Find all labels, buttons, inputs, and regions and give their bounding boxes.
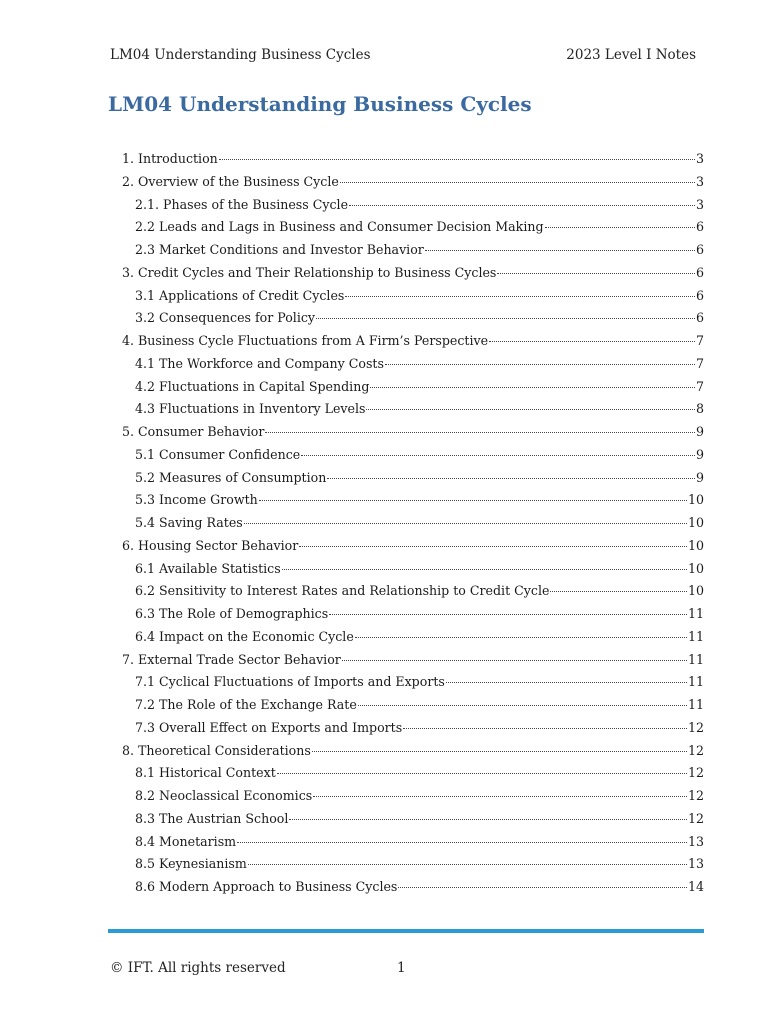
toc-dot-leader (425, 250, 695, 251)
toc-dot-leader (301, 455, 695, 456)
toc-entry-page: 3 (695, 196, 704, 212)
toc-dot-leader (282, 569, 687, 570)
toc-entry-title: 5.1 Consumer Confidence (135, 446, 301, 462)
toc-entry-page: 7 (695, 355, 704, 371)
toc-entry[interactable] (122, 194, 704, 217)
toc-entry-page: 11 (687, 697, 704, 712)
toc-entry[interactable] (122, 239, 704, 262)
header-left-text: LM04 Understanding Business Cycles (110, 47, 371, 63)
toc-entry-title: 6.3 The Role of Demographics (135, 606, 329, 621)
toc-entry-title: 3.1 Applications of Credit Cycles (135, 287, 345, 303)
toc-entry-page: 12 (687, 719, 704, 735)
toc-entry-title: 6. Housing Sector Behavior (122, 537, 299, 553)
document-title: LM04 Understanding Business Cycles (108, 92, 532, 116)
toc-entry-page: 10 (687, 583, 704, 599)
toc-entry[interactable] (122, 421, 704, 444)
toc-entry-page: 6 (695, 242, 704, 257)
toc-entry[interactable] (122, 307, 704, 330)
toc-entry-page: 12 (687, 742, 704, 758)
toc-entry[interactable] (122, 808, 704, 831)
toc-dot-leader (370, 387, 695, 388)
toc-dot-leader (219, 159, 695, 160)
toc-entry-page: 7 (695, 378, 704, 394)
toc-entry-title: 8.6 Modern Approach to Business Cycles (135, 879, 398, 894)
toc-entry[interactable] (122, 285, 704, 308)
toc-dot-leader (299, 546, 687, 547)
toc-entry[interactable] (122, 603, 704, 626)
toc-entry-title: 2. Overview of the Business Cycle (122, 173, 339, 189)
toc-entry-page: 11 (687, 606, 704, 621)
header-right-text: 2023 Level I Notes (566, 47, 696, 63)
toc-entry[interactable] (122, 649, 704, 672)
toc-dot-leader (345, 296, 695, 297)
toc-entry[interactable] (122, 558, 704, 581)
toc-dot-leader (316, 318, 695, 319)
toc-dot-leader (550, 591, 687, 592)
toc-entry-title: 5.3 Income Growth (135, 492, 258, 508)
page-header (110, 47, 696, 63)
toc-dot-leader (289, 819, 687, 820)
toc-entry[interactable] (122, 512, 704, 535)
toc-entry-page: 7 (695, 333, 704, 348)
toc-entry-page: 10 (687, 560, 704, 576)
toc-entry-title: 8.3 The Austrian School (135, 810, 289, 826)
toc-dot-leader (259, 500, 687, 501)
toc-dot-leader (489, 341, 695, 342)
toc-entry-title: 3.2 Consequences for Policy (135, 310, 316, 326)
toc-entry-title: 8.1 Historical Context (135, 765, 276, 781)
toc-entry-page: 3 (695, 151, 704, 166)
toc-entry[interactable] (122, 580, 704, 603)
toc-entry[interactable] (122, 740, 704, 763)
toc-dot-leader (277, 773, 687, 774)
toc-entry[interactable] (122, 626, 704, 649)
toc-entry-title: 4.1 The Workforce and Company Costs (135, 355, 384, 371)
toc-entry-title: 4.2 Fluctuations in Capital Spending (135, 378, 370, 394)
toc-entry[interactable] (122, 876, 704, 899)
toc-entry-title: 6.4 Impact on the Economic Cycle (135, 628, 354, 644)
toc-entry[interactable] (122, 831, 704, 854)
toc-dot-leader (358, 705, 687, 706)
toc-entry-page: 14 (687, 879, 704, 894)
toc-entry[interactable] (122, 216, 704, 239)
toc-entry[interactable] (122, 398, 704, 421)
toc-dot-leader (340, 182, 695, 183)
toc-entry-title: 6.2 Sensitivity to Interest Rates and Relationship to Credit Cycle (135, 583, 550, 599)
toc-entry-page: 11 (687, 674, 704, 690)
toc-dot-leader (313, 796, 687, 797)
toc-entry-page: 10 (687, 515, 704, 530)
toc-entry-page: 12 (687, 765, 704, 781)
toc-entry-title: 2.1. Phases of the Business Cycle (135, 196, 349, 212)
toc-entry[interactable] (122, 535, 704, 558)
toc-dot-leader (349, 205, 695, 206)
toc-entry-title: 8.4 Monetarism (135, 833, 237, 849)
toc-entry-page: 3 (695, 173, 704, 189)
toc-dot-leader (237, 842, 687, 843)
toc-dot-leader (342, 660, 687, 661)
toc-entry-page: 11 (687, 651, 704, 667)
toc-dot-leader (497, 273, 695, 274)
toc-entry-title: 5.2 Measures of Consumption (135, 469, 327, 485)
toc-entry-title: 4.3 Fluctuations in Inventory Levels (135, 401, 366, 417)
toc-entry[interactable] (122, 444, 704, 467)
toc-dot-leader (327, 478, 695, 479)
toc-entry-title: 6.1 Available Statistics (135, 560, 281, 576)
table-of-contents (122, 148, 704, 899)
toc-dot-leader (545, 227, 695, 228)
toc-entry-page: 10 (687, 537, 704, 553)
toc-entry-title: 3. Credit Cycles and Their Relationship to Business Cycles (122, 264, 497, 280)
toc-dot-leader (312, 751, 687, 752)
toc-entry-title: 8. Theoretical Considerations (122, 742, 311, 758)
toc-dot-leader (329, 614, 687, 615)
toc-dot-leader (385, 364, 695, 365)
toc-entry-title: 5.4 Saving Rates (135, 515, 243, 530)
toc-entry[interactable] (122, 353, 704, 376)
footer-copyright: © IFT. All rights reserved (110, 960, 286, 976)
toc-entry-page: 8 (695, 401, 704, 417)
toc-entry-title: 5. Consumer Behavior (122, 424, 265, 439)
toc-entry-title: 4. Business Cycle Fluctuations from A Firm’s Perspective (122, 333, 489, 348)
toc-entry[interactable] (122, 671, 704, 694)
toc-entry[interactable] (122, 376, 704, 399)
toc-entry[interactable] (122, 467, 704, 490)
toc-dot-leader (355, 637, 687, 638)
toc-dot-leader (265, 432, 695, 433)
toc-entry-title: 8.2 Neoclassical Economics (135, 788, 313, 803)
toc-entry-title: 7.2 The Role of the Exchange Rate (135, 697, 357, 712)
footer-divider (108, 929, 704, 933)
toc-entry[interactable] (122, 262, 704, 285)
toc-entry-page: 6 (695, 219, 704, 235)
toc-entry-title: 8.5 Keynesianism (135, 856, 247, 872)
toc-entry[interactable] (122, 762, 704, 785)
toc-entry[interactable] (122, 694, 704, 717)
toc-entry[interactable] (122, 853, 704, 876)
toc-dot-leader (398, 887, 687, 888)
toc-entry[interactable] (122, 785, 704, 808)
toc-entry-title: 7.3 Overall Effect on Exports and Imports (135, 719, 403, 735)
toc-entry-page: 6 (695, 310, 704, 326)
toc-dot-leader (446, 682, 687, 683)
toc-entry[interactable] (122, 171, 704, 194)
toc-entry-title: 2.3 Market Conditions and Investor Behavior (135, 242, 424, 257)
toc-dot-leader (244, 523, 687, 524)
toc-entry-page: 10 (687, 492, 704, 508)
footer-page-number: 1 (397, 960, 406, 976)
toc-dot-leader (366, 409, 695, 410)
toc-entry-page: 9 (695, 424, 704, 439)
toc-entry-page: 11 (687, 628, 704, 644)
toc-entry-page: 6 (695, 264, 704, 280)
toc-entry[interactable] (122, 489, 704, 512)
toc-entry-page: 6 (695, 287, 704, 303)
toc-entry-page: 9 (695, 469, 704, 485)
toc-entry-page: 13 (687, 856, 704, 872)
toc-entry-page: 12 (687, 810, 704, 826)
toc-entry-title: 7. External Trade Sector Behavior (122, 651, 341, 667)
toc-entry-title: 1. Introduction (122, 151, 218, 166)
toc-entry-page: 9 (695, 446, 704, 462)
toc-dot-leader (403, 728, 687, 729)
toc-entry-page: 13 (687, 833, 704, 849)
toc-entry[interactable] (122, 717, 704, 740)
toc-entry[interactable] (122, 148, 704, 171)
toc-entry-page: 12 (687, 788, 704, 803)
toc-dot-leader (248, 864, 687, 865)
toc-entry-title: 7.1 Cyclical Fluctuations of Imports and Exports (135, 674, 445, 690)
toc-entry-title: 2.2 Leads and Lags in Business and Consumer Decision Making (135, 219, 544, 235)
toc-entry[interactable] (122, 330, 704, 353)
